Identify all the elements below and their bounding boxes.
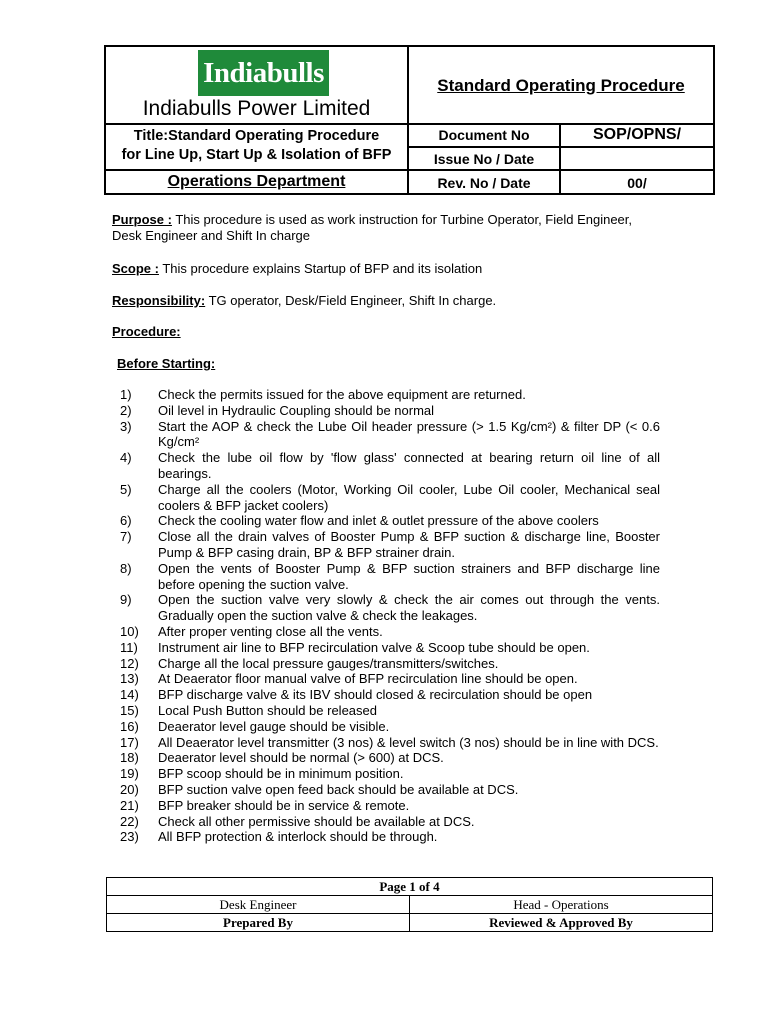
- prepared-label: Prepared By: [107, 914, 410, 932]
- page-number: Page 1 of 4: [107, 878, 713, 896]
- sop-heading-block: [409, 47, 713, 125]
- step-text: Charge all the coolers (Motor, Working Oil cooler, Lube Oil cooler, Mechanical seal coolers & BFP jacket coolers): [158, 481, 660, 513]
- step-item: [120, 766, 660, 782]
- step-item: [120, 719, 660, 735]
- rev-label: Rev. No / Date: [437, 175, 531, 191]
- document-title: [106, 127, 407, 165]
- step-text: BFP suction valve open feed back should be available at DCS.: [158, 781, 519, 797]
- step-item: [120, 513, 660, 529]
- step-text: Check the lube oil flow by 'flow glass' connected at bearing return oil line of all bearings.: [158, 450, 660, 481]
- divider: [407, 146, 713, 148]
- step-number: 22): [120, 813, 139, 829]
- purpose-text: This procedure is used as work instruction for Turbine Operator, Field Engineer, Desk Engineer and Shift In charge: [112, 212, 633, 243]
- step-item: [120, 814, 660, 830]
- step-item: [120, 640, 660, 656]
- scope-text: This procedure explains Startup of BFP and its isolation: [158, 261, 483, 276]
- responsibility-text: TG operator, Desk/Field Engineer, Shift In charge.: [205, 293, 497, 308]
- footer-table: [106, 877, 713, 932]
- document-title-line1: Title:Standard Operating Procedure: [133, 128, 380, 144]
- step-number: 13): [120, 671, 139, 687]
- step-number: 10): [120, 623, 139, 639]
- step-number: 3): [120, 418, 132, 434]
- document-no-value: SOP/OPNS/: [592, 126, 682, 143]
- step-item: [120, 656, 660, 672]
- step-number: 19): [120, 766, 139, 782]
- step-text: Close all the drain valves of Booster Pump & BFP suction & discharge line, Booster Pump & BFP casing drain, BP & BFP strainer drain.: [158, 529, 660, 560]
- before-starting-label: Before Starting:: [117, 356, 216, 371]
- step-text: Check the permits issued for the above equipment are returned.: [158, 387, 526, 402]
- step-number: 6): [120, 513, 132, 529]
- reviewed-label: Reviewed & Approved By: [410, 914, 713, 932]
- step-number: 5): [120, 481, 132, 497]
- document-header: [104, 45, 715, 195]
- scope-label: Scope :: [112, 261, 159, 276]
- responsibility-section: [112, 293, 657, 309]
- divider: [106, 123, 713, 125]
- step-item: [120, 798, 660, 814]
- step-text: Local Push Button should be released: [158, 702, 377, 718]
- step-item: [120, 561, 660, 593]
- step-item: [120, 687, 660, 703]
- divider: [106, 169, 713, 171]
- step-text: Open the suction valve very slowly & check the air comes out through the vents. Gradually open the suction valve & check the leakages.: [158, 592, 660, 624]
- step-number: 2): [120, 402, 132, 418]
- responsibility-label: Responsibility:: [112, 293, 206, 308]
- step-item: [120, 419, 660, 451]
- purpose-label: Purpose :: [112, 212, 172, 227]
- step-number: 1): [120, 387, 132, 402]
- department: Operations Department: [167, 173, 346, 190]
- step-item: [120, 782, 660, 798]
- step-text: Start the AOP & check the Lube Oil header pressure (> 1.5 Kg/cm²) & filter DP (< 0.6 Kg/cm²: [158, 418, 660, 450]
- before-starting-heading: [117, 356, 662, 372]
- step-item: [120, 750, 660, 766]
- step-text: Check the cooling water flow and inlet & outlet pressure of the above coolers: [158, 513, 599, 529]
- company-block: [106, 47, 409, 125]
- company-name: Indiabulls Power Limited: [142, 97, 371, 120]
- step-number: 4): [120, 450, 132, 466]
- step-item: [120, 482, 660, 514]
- step-item: [120, 829, 660, 845]
- step-item: [120, 387, 660, 403]
- step-number: 9): [120, 592, 132, 608]
- step-item: [120, 624, 660, 640]
- step-text: All BFP protection & interlock should be through.: [158, 829, 438, 845]
- procedure-label: Procedure:: [112, 324, 181, 339]
- purpose-section: [112, 212, 657, 244]
- step-text: Charge all the local pressure gauges/transmitters/switches.: [158, 655, 499, 671]
- step-text: BFP breaker should be in service & remote.: [158, 797, 410, 813]
- step-text: Open the vents of Booster Pump & BFP suction strainers and BFP discharge line before opening the suction valve.: [158, 560, 660, 592]
- step-text: BFP scoop should be in minimum position.: [158, 766, 404, 782]
- steps-list: [120, 387, 660, 845]
- issue-label: Issue No / Date: [433, 151, 535, 167]
- step-number: 23): [120, 829, 139, 845]
- scope-section: [112, 261, 657, 277]
- step-item: [120, 735, 660, 751]
- step-number: 7): [120, 529, 132, 545]
- step-text: After proper venting close all the vents.: [158, 623, 383, 639]
- step-text: At Deaerator floor manual valve of BFP recirculation line should be open.: [158, 671, 578, 687]
- document-no-label: Document No: [438, 127, 530, 143]
- step-number: 18): [120, 750, 139, 766]
- rev-value: 00/: [627, 175, 647, 191]
- step-text: BFP discharge valve & its IBV should closed & recirculation should be open: [158, 687, 593, 703]
- procedure-heading: [112, 324, 657, 340]
- step-number: 12): [120, 655, 139, 671]
- sop-heading: Standard Operating Procedure: [437, 76, 685, 95]
- step-number: 21): [120, 797, 139, 813]
- step-item: [120, 529, 660, 561]
- step-number: 16): [120, 718, 139, 734]
- step-number: 8): [120, 560, 132, 576]
- step-item: [120, 592, 660, 624]
- step-number: 20): [120, 781, 139, 797]
- step-item: [120, 450, 660, 482]
- step-number: 15): [120, 702, 139, 718]
- prepared-role: Desk Engineer: [107, 896, 410, 914]
- step-item: [120, 671, 660, 687]
- step-text: All Deaerator level transmitter (3 nos) & level switch (3 nos) should be in line with DCS.: [158, 734, 659, 750]
- document-title-line2: for Line Up, Start Up & Isolation of BFP: [121, 147, 392, 163]
- step-text: Oil level in Hydraulic Coupling should be normal: [158, 402, 435, 418]
- company-logo: Indiabulls: [198, 50, 329, 96]
- reviewed-role: Head - Operations: [410, 896, 713, 914]
- step-number: 14): [120, 687, 139, 703]
- step-item: [120, 703, 660, 719]
- step-text: Instrument air line to BFP recirculation valve & Scoop tube should be open.: [158, 639, 590, 655]
- step-item: [120, 403, 660, 419]
- step-text: Deaerator level should be normal (> 600) at DCS.: [158, 750, 444, 766]
- step-text: Check all other permissive should be available at DCS.: [158, 813, 475, 829]
- step-number: 17): [120, 734, 139, 750]
- step-text: Deaerator level gauge should be visible.: [158, 718, 390, 734]
- step-number: 11): [120, 639, 138, 655]
